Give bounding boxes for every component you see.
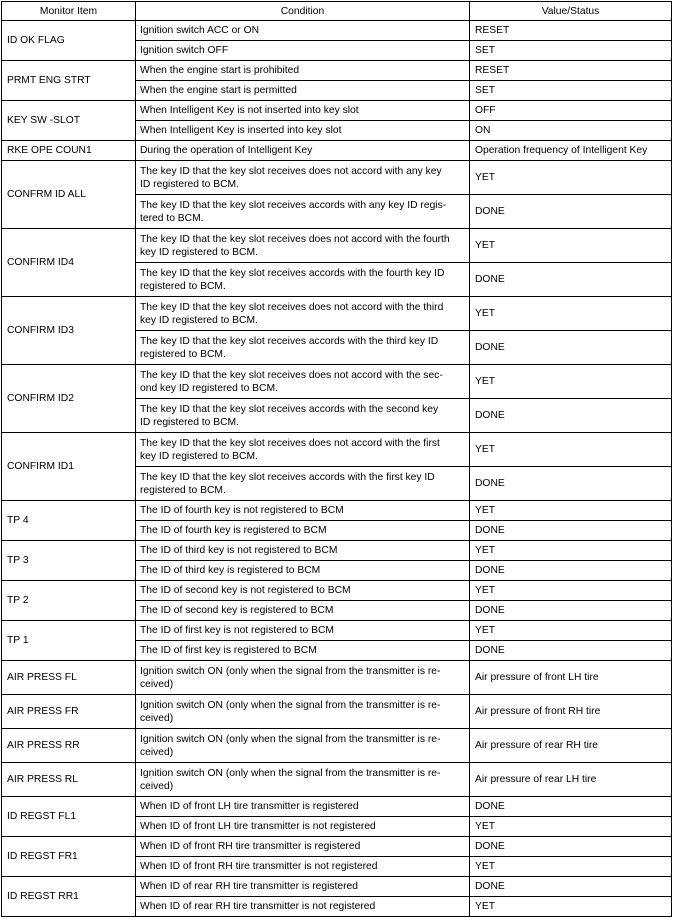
value-status-cell: YET bbox=[470, 581, 672, 601]
condition-cell: When ID of front LH tire transmitter is registered bbox=[136, 797, 470, 817]
table-row bbox=[2, 501, 672, 521]
table-row bbox=[2, 297, 672, 331]
condition-cell: Ignition switch OFF bbox=[136, 41, 470, 61]
value-status-cell: YET bbox=[470, 433, 672, 467]
condition-line: key ID registered to BCM. bbox=[140, 450, 258, 462]
value-status-cell: DONE bbox=[470, 797, 672, 817]
value-status-cell: OFF bbox=[470, 101, 672, 121]
condition-line: The key ID that the key slot receives does not accord with the sec- bbox=[140, 369, 443, 381]
monitor-item-cell: PRMT ENG STRT bbox=[2, 61, 136, 101]
monitor-item-cell: ID REGST FL1 bbox=[2, 797, 136, 837]
value-status-cell: YET bbox=[470, 501, 672, 521]
condition-cell: The ID of fourth key is registered to BCM bbox=[136, 521, 470, 541]
condition-line: Ignition switch ON (only when the signal from the transmitter is re- bbox=[140, 733, 441, 745]
condition-line: registered to BCM. bbox=[140, 348, 226, 360]
condition-cell: Ignition switch ACC or ON bbox=[136, 21, 470, 41]
value-status-cell: RESET bbox=[470, 61, 672, 81]
monitor-item-cell: CONFIRM ID4 bbox=[2, 229, 136, 297]
value-status-cell: YET bbox=[470, 817, 672, 837]
condition-cell bbox=[136, 433, 470, 467]
condition-cell bbox=[136, 399, 470, 433]
value-status-cell: YET bbox=[470, 365, 672, 399]
condition-line: Ignition switch ON (only when the signal from the transmitter is re- bbox=[140, 699, 441, 711]
condition-line: key ID registered to BCM. bbox=[140, 246, 258, 258]
value-status-cell: Air pressure of rear RH tire bbox=[470, 729, 672, 763]
condition-cell: The ID of first key is registered to BCM bbox=[136, 641, 470, 661]
table-row bbox=[2, 433, 672, 467]
monitor-item-cell: ID REGST RR1 bbox=[2, 877, 136, 917]
value-status-cell: YET bbox=[470, 297, 672, 331]
value-status-cell: DONE bbox=[470, 877, 672, 897]
monitor-item-cell: TP 2 bbox=[2, 581, 136, 621]
monitor-item-cell: ID REGST FR1 bbox=[2, 837, 136, 877]
condition-line: tered to BCM. bbox=[140, 212, 204, 224]
condition-line: ceived) bbox=[140, 746, 174, 758]
monitor-item-cell: AIR PRESS RL bbox=[2, 763, 136, 797]
condition-line: The key ID that the key slot receives accords with the second key bbox=[140, 403, 439, 415]
value-status-cell: DONE bbox=[470, 837, 672, 857]
condition-line: The key ID that the key slot receives does not accord with the first bbox=[140, 437, 440, 449]
monitor-item-cell: TP 1 bbox=[2, 621, 136, 661]
table-row bbox=[2, 695, 672, 729]
table-row bbox=[2, 581, 672, 601]
table-row bbox=[2, 541, 672, 561]
condition-cell bbox=[136, 365, 470, 399]
condition-cell: The ID of third key is not registered to BCM bbox=[136, 541, 470, 561]
table-row bbox=[2, 797, 672, 817]
condition-cell bbox=[136, 195, 470, 229]
value-status-cell: YET bbox=[470, 857, 672, 877]
condition-line: The key ID that the key slot receives does not accord with the third bbox=[140, 301, 444, 313]
table-row bbox=[2, 61, 672, 81]
value-status-cell: YET bbox=[470, 229, 672, 263]
condition-line: The key ID that the key slot receives accords with the fourth key ID bbox=[140, 267, 445, 279]
condition-line: The key ID that the key slot receives accords with the third key ID bbox=[140, 335, 439, 347]
condition-cell: When ID of front LH tire transmitter is not registered bbox=[136, 817, 470, 837]
table-row bbox=[2, 141, 672, 161]
condition-line: The key ID that the key slot receives accords with any key ID regis- bbox=[140, 199, 447, 211]
condition-line: ceived) bbox=[140, 780, 174, 792]
condition-cell: When Intelligent Key is not inserted into key slot bbox=[136, 101, 470, 121]
monitor-item-cell: AIR PRESS RR bbox=[2, 729, 136, 763]
value-status-cell: DONE bbox=[470, 399, 672, 433]
condition-cell bbox=[136, 263, 470, 297]
condition-cell bbox=[136, 297, 470, 331]
value-status-cell: DONE bbox=[470, 331, 672, 365]
condition-cell bbox=[136, 229, 470, 263]
condition-cell: When ID of rear RH tire transmitter is not registered bbox=[136, 897, 470, 917]
condition-line: ond key ID registered to BCM. bbox=[140, 382, 278, 394]
value-status-cell: Air pressure of front LH tire bbox=[470, 661, 672, 695]
monitor-item-cell: CONFIRM ID1 bbox=[2, 433, 136, 501]
monitor-item-table bbox=[1, 1, 672, 917]
header-condition: Condition bbox=[136, 2, 470, 21]
table-row bbox=[2, 763, 672, 797]
monitor-item-cell: CONFIRM ID3 bbox=[2, 297, 136, 365]
value-status-cell: YET bbox=[470, 541, 672, 561]
value-status-cell: Air pressure of front RH tire bbox=[470, 695, 672, 729]
value-status-cell: DONE bbox=[470, 263, 672, 297]
table-header-row bbox=[2, 2, 672, 21]
condition-cell: The ID of second key is registered to BCM bbox=[136, 601, 470, 621]
value-status-cell: SET bbox=[470, 81, 672, 101]
value-status-cell: SET bbox=[470, 41, 672, 61]
condition-line: Ignition switch ON (only when the signal from the transmitter is re- bbox=[140, 665, 441, 677]
condition-cell: The ID of second key is not registered to BCM bbox=[136, 581, 470, 601]
monitor-item-cell: TP 4 bbox=[2, 501, 136, 541]
monitor-item-cell: AIR PRESS FR bbox=[2, 695, 136, 729]
condition-cell: The ID of fourth key is not registered to BCM bbox=[136, 501, 470, 521]
value-status-cell: YET bbox=[470, 161, 672, 195]
monitor-item-cell: TP 3 bbox=[2, 541, 136, 581]
condition-cell: When ID of rear RH tire transmitter is registered bbox=[136, 877, 470, 897]
table-row bbox=[2, 837, 672, 857]
condition-line: Ignition switch ON (only when the signal from the transmitter is re- bbox=[140, 767, 441, 779]
value-status-cell: DONE bbox=[470, 561, 672, 581]
condition-cell: The ID of third key is registered to BCM bbox=[136, 561, 470, 581]
condition-cell bbox=[136, 331, 470, 365]
condition-cell bbox=[136, 161, 470, 195]
condition-cell: When ID of front RH tire transmitter is not registered bbox=[136, 857, 470, 877]
condition-line: The key ID that the key slot receives accords with the first key ID bbox=[140, 471, 435, 483]
table-row bbox=[2, 229, 672, 263]
condition-cell bbox=[136, 661, 470, 695]
condition-cell bbox=[136, 729, 470, 763]
condition-line: registered to BCM. bbox=[140, 484, 226, 496]
value-status-cell: ON bbox=[470, 121, 672, 141]
value-status-cell: Air pressure of rear LH tire bbox=[470, 763, 672, 797]
condition-cell: When the engine start is prohibited bbox=[136, 61, 470, 81]
condition-cell bbox=[136, 467, 470, 501]
table-row bbox=[2, 661, 672, 695]
monitor-item-cell: ID OK FLAG bbox=[2, 21, 136, 61]
monitor-item-cell: CONFIRM ID2 bbox=[2, 365, 136, 433]
value-status-cell: DONE bbox=[470, 467, 672, 501]
condition-line: key ID registered to BCM. bbox=[140, 314, 258, 326]
monitor-item-cell: KEY SW -SLOT bbox=[2, 101, 136, 141]
condition-cell: During the operation of Intelligent Key bbox=[136, 141, 470, 161]
value-status-cell: DONE bbox=[470, 521, 672, 541]
condition-cell: When ID of front RH tire transmitter is registered bbox=[136, 837, 470, 857]
monitor-item-cell: AIR PRESS FL bbox=[2, 661, 136, 695]
condition-cell: When Intelligent Key is inserted into key slot bbox=[136, 121, 470, 141]
table-row bbox=[2, 621, 672, 641]
condition-line: registered to BCM. bbox=[140, 280, 226, 292]
value-status-cell: YET bbox=[470, 897, 672, 917]
condition-line: ceived) bbox=[140, 712, 174, 724]
value-status-cell: RESET bbox=[470, 21, 672, 41]
table-row bbox=[2, 101, 672, 121]
table-body bbox=[2, 21, 672, 917]
monitor-item-cell: CONFRM ID ALL bbox=[2, 161, 136, 229]
header-value-status: Value/Status bbox=[470, 2, 672, 21]
table-row bbox=[2, 877, 672, 897]
table-row bbox=[2, 161, 672, 195]
value-status-cell: Operation frequency of Intelligent Key bbox=[470, 141, 672, 161]
value-status-cell: DONE bbox=[470, 195, 672, 229]
condition-cell: When the engine start is permitted bbox=[136, 81, 470, 101]
condition-cell: The ID of first key is not registered to BCM bbox=[136, 621, 470, 641]
condition-line: ID registered to BCM. bbox=[140, 178, 239, 190]
value-status-cell: DONE bbox=[470, 641, 672, 661]
header-monitor-item: Monitor Item bbox=[2, 2, 136, 21]
condition-line: ceived) bbox=[140, 678, 174, 690]
condition-cell bbox=[136, 695, 470, 729]
monitor-item-cell: RKE OPE COUN1 bbox=[2, 141, 136, 161]
condition-line: The key ID that the key slot receives does not accord with the fourth bbox=[140, 233, 450, 245]
table-row bbox=[2, 365, 672, 399]
table-row bbox=[2, 729, 672, 763]
value-status-cell: YET bbox=[470, 621, 672, 641]
condition-line: ID registered to BCM. bbox=[140, 416, 239, 428]
condition-cell bbox=[136, 763, 470, 797]
condition-line: The key ID that the key slot receives does not accord with any key bbox=[140, 165, 442, 177]
value-status-cell: DONE bbox=[470, 601, 672, 621]
table-row bbox=[2, 21, 672, 41]
